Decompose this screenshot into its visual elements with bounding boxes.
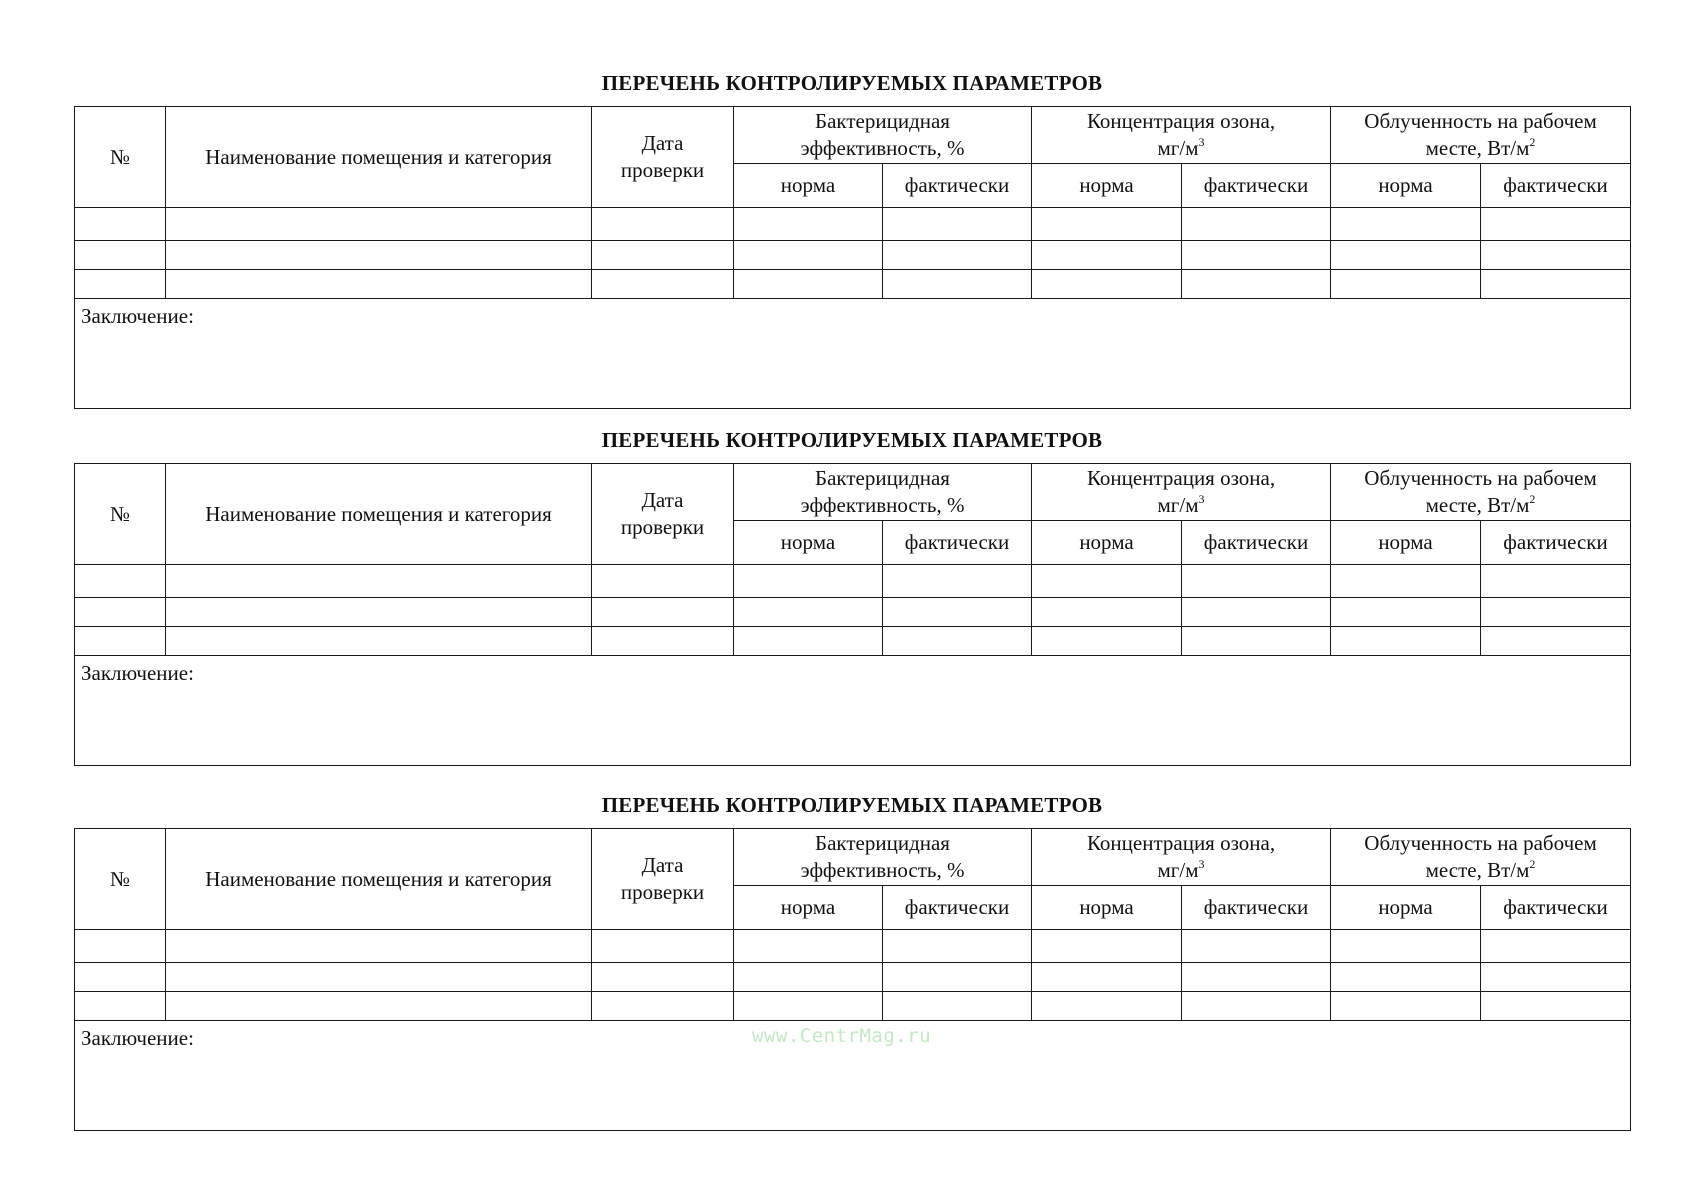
parameters-table bbox=[74, 463, 1631, 766]
header-check-date bbox=[592, 464, 734, 565]
table-cell[interactable] bbox=[1481, 241, 1631, 270]
conclusion-label: Заключение: bbox=[81, 304, 194, 328]
header-irr-sup: 2 bbox=[1529, 857, 1536, 871]
subheader-actual: фактически bbox=[883, 886, 1032, 930]
table-cell[interactable] bbox=[592, 270, 734, 299]
table-cell[interactable] bbox=[592, 963, 734, 992]
header-check-date bbox=[592, 829, 734, 930]
subheader-norm: норма bbox=[1032, 886, 1182, 930]
header-room-category: Наименование помещения и категория bbox=[166, 464, 592, 565]
table-cell[interactable] bbox=[1481, 930, 1631, 963]
table-cell[interactable] bbox=[592, 598, 734, 627]
header-room-category: Наименование помещения и категория bbox=[166, 829, 592, 930]
subheader-norm: норма bbox=[1032, 164, 1182, 208]
header-date-line2: проверки bbox=[620, 880, 705, 904]
header-ozone bbox=[1032, 464, 1331, 521]
header-irradiance bbox=[1331, 829, 1631, 886]
subheader-actual: фактически bbox=[883, 521, 1032, 565]
table-row bbox=[75, 241, 1631, 270]
table-cell[interactable] bbox=[1331, 598, 1481, 627]
table-cell[interactable] bbox=[75, 992, 166, 1021]
header-bactericidal bbox=[734, 829, 1032, 886]
table-cell[interactable] bbox=[1032, 992, 1182, 1021]
table-cell[interactable] bbox=[75, 241, 166, 270]
table-cell[interactable] bbox=[1331, 963, 1481, 992]
table-cell[interactable] bbox=[883, 270, 1032, 299]
table-cell[interactable] bbox=[166, 627, 592, 656]
table-cell[interactable] bbox=[1481, 208, 1631, 241]
table-cell[interactable] bbox=[1481, 598, 1631, 627]
table-row bbox=[75, 963, 1631, 992]
table-cell[interactable] bbox=[592, 565, 734, 598]
table-cell[interactable] bbox=[883, 598, 1032, 627]
table-cell[interactable] bbox=[166, 270, 592, 299]
header-irr-line1: Облученность на рабочем bbox=[1364, 466, 1597, 490]
header-bactericidal bbox=[734, 464, 1032, 521]
table-cell[interactable] bbox=[1182, 992, 1331, 1021]
subheader-norm: норма bbox=[1331, 886, 1481, 930]
header-bact-line2: эффективность, % bbox=[800, 858, 965, 882]
conclusion-label: Заключение: bbox=[81, 1026, 194, 1050]
table-cell[interactable] bbox=[883, 992, 1032, 1021]
table-cell[interactable] bbox=[166, 963, 592, 992]
table-row bbox=[75, 208, 1631, 241]
header-irr-line1: Облученность на рабочем bbox=[1364, 831, 1597, 855]
section-title: ПЕРЕЧЕНЬ КОНТРОЛИРУЕМЫХ ПАРАМЕТРОВ bbox=[601, 428, 1103, 452]
table-cell[interactable] bbox=[1182, 270, 1331, 299]
parameters-section-2 bbox=[74, 426, 1630, 766]
table-cell[interactable] bbox=[1032, 627, 1182, 656]
table-cell[interactable] bbox=[1481, 963, 1631, 992]
header-ozone-line1: Концентрация озона, bbox=[1086, 466, 1276, 490]
table-cell[interactable] bbox=[1032, 963, 1182, 992]
table-cell[interactable] bbox=[592, 930, 734, 963]
table-cell[interactable] bbox=[1481, 992, 1631, 1021]
table-cell[interactable] bbox=[734, 598, 883, 627]
table-cell[interactable] bbox=[1032, 930, 1182, 963]
table-cell[interactable] bbox=[75, 930, 166, 963]
table-cell[interactable] bbox=[1182, 241, 1331, 270]
header-ozone-unit: мг/м bbox=[1157, 493, 1199, 517]
header-bact-line1: Бактерицидная bbox=[815, 466, 950, 490]
header-ozone bbox=[1032, 107, 1331, 164]
table-row bbox=[75, 930, 1631, 963]
table-cell[interactable] bbox=[1331, 241, 1481, 270]
section-title: ПЕРЕЧЕНЬ КОНТРОЛИРУЕМЫХ ПАРАМЕТРОВ bbox=[601, 793, 1103, 817]
header-ozone bbox=[1032, 829, 1331, 886]
header-ozone-sup: 3 bbox=[1198, 857, 1205, 871]
table-cell[interactable] bbox=[1481, 627, 1631, 656]
table-cell[interactable] bbox=[75, 627, 166, 656]
table-cell[interactable] bbox=[734, 565, 883, 598]
table-cell[interactable] bbox=[1032, 241, 1182, 270]
header-irr-unit: месте, Вт/м bbox=[1425, 858, 1530, 882]
parameters-table bbox=[74, 106, 1631, 409]
header-room-category: Наименование помещения и категория bbox=[166, 107, 592, 208]
subheader-norm: норма bbox=[734, 521, 883, 565]
header-irr-sup: 2 bbox=[1529, 135, 1536, 149]
table-cell[interactable] bbox=[166, 241, 592, 270]
table-cell[interactable] bbox=[1182, 565, 1331, 598]
parameters-section-3 bbox=[74, 791, 1630, 1131]
subheader-norm: норма bbox=[1331, 164, 1481, 208]
header-ozone-sup: 3 bbox=[1198, 135, 1205, 149]
header-number: № bbox=[75, 107, 166, 208]
header-number: № bbox=[75, 464, 166, 565]
table-cell[interactable] bbox=[1032, 208, 1182, 241]
header-ozone-unit: мг/м bbox=[1157, 136, 1199, 160]
table-cell[interactable] bbox=[734, 208, 883, 241]
table-cell[interactable] bbox=[883, 963, 1032, 992]
parameters-section-1 bbox=[74, 69, 1630, 409]
table-cell[interactable] bbox=[883, 565, 1032, 598]
table-cell[interactable] bbox=[1032, 565, 1182, 598]
header-ozone-line1: Концентрация озона, bbox=[1086, 109, 1276, 133]
subheader-actual: фактически bbox=[1481, 886, 1631, 930]
table-cell[interactable] bbox=[75, 598, 166, 627]
header-irradiance bbox=[1331, 107, 1631, 164]
parameters-table bbox=[74, 828, 1631, 1131]
table-row bbox=[75, 270, 1631, 299]
table-cell[interactable] bbox=[1032, 598, 1182, 627]
subheader-norm: норма bbox=[1331, 521, 1481, 565]
table-cell[interactable] bbox=[1182, 627, 1331, 656]
subheader-norm: норма bbox=[1032, 521, 1182, 565]
table-cell[interactable] bbox=[75, 963, 166, 992]
subheader-norm: норма bbox=[734, 164, 883, 208]
header-check-date bbox=[592, 107, 734, 208]
header-irr-line1: Облученность на рабочем bbox=[1364, 109, 1597, 133]
table-cell[interactable] bbox=[734, 270, 883, 299]
header-bact-line1: Бактерицидная bbox=[815, 831, 950, 855]
table-cell[interactable] bbox=[1481, 270, 1631, 299]
header-date-line1: Дата bbox=[641, 488, 684, 512]
table-row bbox=[75, 992, 1631, 1021]
header-date-line1: Дата bbox=[641, 131, 684, 155]
table-cell[interactable] bbox=[734, 627, 883, 656]
table-cell[interactable] bbox=[1182, 208, 1331, 241]
conclusion-field[interactable] bbox=[75, 656, 1631, 766]
table-cell[interactable] bbox=[734, 930, 883, 963]
table-cell[interactable] bbox=[1182, 963, 1331, 992]
header-bactericidal bbox=[734, 107, 1032, 164]
table-cell[interactable] bbox=[1331, 270, 1481, 299]
table-row bbox=[75, 598, 1631, 627]
table-cell[interactable] bbox=[1182, 930, 1331, 963]
table-cell[interactable] bbox=[592, 241, 734, 270]
table-cell[interactable] bbox=[734, 992, 883, 1021]
subheader-actual: фактически bbox=[1182, 886, 1331, 930]
conclusion-label: Заключение: bbox=[81, 661, 194, 685]
table-cell[interactable] bbox=[1331, 930, 1481, 963]
subheader-actual: фактически bbox=[1481, 164, 1631, 208]
table-cell[interactable] bbox=[1331, 208, 1481, 241]
table-row bbox=[75, 627, 1631, 656]
subheader-norm: норма bbox=[734, 886, 883, 930]
header-ozone-sup: 3 bbox=[1198, 492, 1205, 506]
table-cell[interactable] bbox=[1032, 270, 1182, 299]
table-cell[interactable] bbox=[1331, 627, 1481, 656]
header-bact-line1: Бактерицидная bbox=[815, 109, 950, 133]
table-cell[interactable] bbox=[166, 992, 592, 1021]
table-cell[interactable] bbox=[1481, 565, 1631, 598]
header-irr-sup: 2 bbox=[1529, 492, 1536, 506]
header-ozone-line1: Концентрация озона, bbox=[1086, 831, 1276, 855]
table-cell[interactable] bbox=[592, 208, 734, 241]
header-date-line1: Дата bbox=[641, 853, 684, 877]
header-irradiance bbox=[1331, 464, 1631, 521]
table-cell[interactable] bbox=[592, 627, 734, 656]
subheader-actual: фактически bbox=[1481, 521, 1631, 565]
table-cell[interactable] bbox=[75, 208, 166, 241]
header-irr-unit: месте, Вт/м bbox=[1425, 136, 1530, 160]
header-bact-line2: эффективность, % bbox=[800, 136, 965, 160]
table-cell[interactable] bbox=[592, 992, 734, 1021]
table-cell[interactable] bbox=[166, 930, 592, 963]
section-title: ПЕРЕЧЕНЬ КОНТРОЛИРУЕМЫХ ПАРАМЕТРОВ bbox=[601, 71, 1103, 95]
table-cell[interactable] bbox=[1182, 598, 1331, 627]
conclusion-row bbox=[75, 656, 1631, 766]
table-cell[interactable] bbox=[166, 565, 592, 598]
table-row bbox=[75, 565, 1631, 598]
watermark: www.CentrMag.ru bbox=[752, 1025, 932, 1047]
header-date-line2: проверки bbox=[620, 158, 705, 182]
table-cell[interactable] bbox=[883, 241, 1032, 270]
table-cell[interactable] bbox=[883, 208, 1032, 241]
subheader-actual: фактически bbox=[1182, 164, 1331, 208]
table-cell[interactable] bbox=[734, 241, 883, 270]
table-cell[interactable] bbox=[1331, 992, 1481, 1021]
table-cell[interactable] bbox=[166, 208, 592, 241]
subheader-actual: фактически bbox=[1182, 521, 1331, 565]
subheader-actual: фактически bbox=[883, 164, 1032, 208]
header-irr-unit: месте, Вт/м bbox=[1425, 493, 1530, 517]
table-cell[interactable] bbox=[1331, 565, 1481, 598]
table-cell[interactable] bbox=[734, 963, 883, 992]
header-number: № bbox=[75, 829, 166, 930]
table-cell[interactable] bbox=[75, 270, 166, 299]
table-cell[interactable] bbox=[75, 565, 166, 598]
header-date-line2: проверки bbox=[620, 515, 705, 539]
header-ozone-unit: мг/м bbox=[1157, 858, 1199, 882]
table-cell[interactable] bbox=[883, 627, 1032, 656]
table-cell[interactable] bbox=[883, 930, 1032, 963]
header-bact-line2: эффективность, % bbox=[800, 493, 965, 517]
table-cell[interactable] bbox=[166, 598, 592, 627]
conclusion-field[interactable] bbox=[75, 299, 1631, 409]
conclusion-row bbox=[75, 299, 1631, 409]
